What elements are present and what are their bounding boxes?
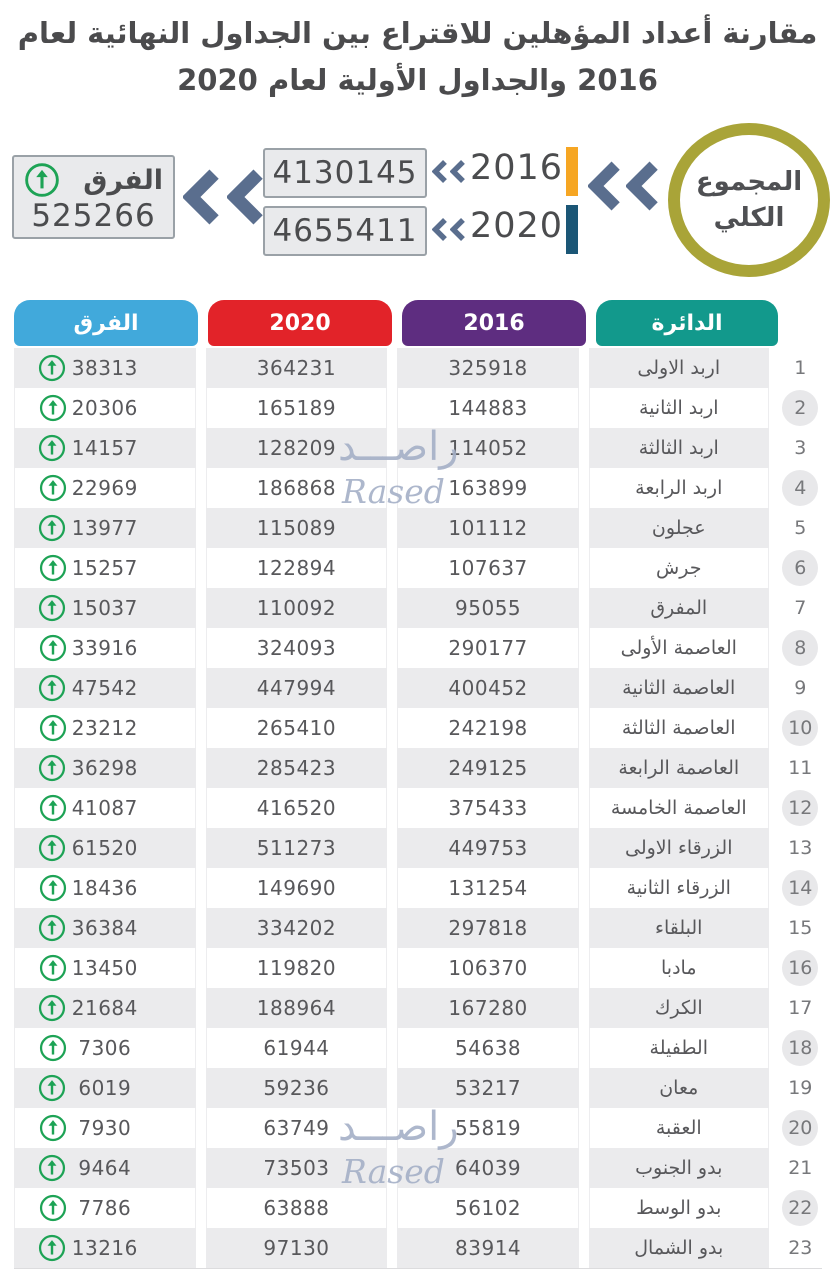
value-2016: 167280: [397, 988, 579, 1028]
table-row: [14, 1028, 822, 1068]
diff-cell: [14, 908, 196, 948]
diff-cell: [14, 1028, 196, 1068]
row-number: 17: [788, 997, 813, 1019]
table-header: [0, 300, 835, 346]
table-row: [14, 708, 822, 748]
district-name: العاصمة الخامسة: [589, 788, 769, 828]
value-2016: 83914: [397, 1228, 579, 1268]
diff-value: 23212: [71, 716, 138, 740]
page-title: [0, 10, 835, 104]
value-2020: 119820: [206, 948, 388, 988]
table-row: [14, 1068, 822, 1108]
table-row: [14, 1108, 822, 1148]
diff-value: 36384: [71, 916, 138, 940]
row-number: 20: [779, 1108, 822, 1148]
table-row: [14, 1228, 822, 1268]
chevron-left-icon: [183, 165, 263, 229]
diff-cell: [14, 748, 196, 788]
table-row: [14, 628, 822, 668]
diff-cell: [14, 1108, 196, 1148]
diff-value: 6019: [78, 1076, 132, 1100]
value-2016: 54638: [397, 1028, 579, 1068]
value-2016: 106370: [397, 948, 579, 988]
increase-arrow-icon: [39, 794, 67, 822]
difference-label: الفرق: [83, 164, 163, 196]
row-number: 3: [794, 437, 807, 459]
district-name: العاصمة الأولى: [589, 628, 769, 668]
value-2016: 95055: [397, 588, 579, 628]
value-2020: 122894: [206, 548, 388, 588]
increase-arrow-icon: [39, 634, 67, 662]
total-circle: [668, 123, 830, 277]
diff-value: 61520: [71, 836, 138, 860]
diff-cell: [14, 868, 196, 908]
row-number: 4: [779, 468, 822, 508]
row-number: 18: [779, 1028, 822, 1068]
increase-arrow-icon: [38, 754, 66, 782]
chevron-left-icon: [432, 159, 465, 184]
increase-arrow-icon: [38, 354, 66, 382]
table-row: [14, 788, 822, 828]
header-district: الدائرة: [596, 300, 778, 346]
value-2020: 165189: [206, 388, 388, 428]
diff-cell: [14, 668, 196, 708]
diff-value: 22969: [71, 476, 138, 500]
table-row: [14, 988, 822, 1028]
value-2020: 149690: [206, 868, 388, 908]
value-2016: 449753: [397, 828, 579, 868]
increase-arrow-icon: [38, 994, 66, 1022]
district-name: اربد الرابعة: [589, 468, 769, 508]
table-row: [14, 1148, 822, 1188]
year-2016-label: 2016: [470, 148, 564, 188]
table-row: [14, 348, 822, 388]
district-name: المفرق: [589, 588, 769, 628]
increase-arrow-icon: [38, 1074, 66, 1102]
increase-arrow-icon: [39, 1114, 67, 1142]
value-2016: 53217: [397, 1068, 579, 1108]
increase-arrow-icon: [39, 1034, 67, 1062]
diff-value: 7930: [78, 1116, 132, 1140]
table-row: [14, 388, 822, 428]
diff-cell: [14, 1068, 196, 1108]
district-name: اربد الثالثة: [589, 428, 769, 468]
row-number: 2: [779, 388, 822, 428]
value-2020: 416520: [206, 788, 388, 828]
diff-value: 13450: [71, 956, 138, 980]
value-2020: 59236: [206, 1068, 388, 1108]
diff-value: 20306: [71, 396, 138, 420]
value-2016: 131254: [397, 868, 579, 908]
row-number: 1: [794, 357, 807, 379]
row-number: 23: [788, 1237, 813, 1259]
value-2016: 325918: [397, 348, 579, 388]
title-line2: 2016 والجداول الأولية لعام 2020: [177, 63, 658, 97]
table-row: [14, 1188, 822, 1228]
district-name: مادبا: [589, 948, 769, 988]
watermark-latin: Rased: [342, 472, 445, 511]
district-name: العاصمة الثانية: [589, 668, 769, 708]
diff-cell: [14, 1148, 196, 1188]
header-2020: 2020: [208, 300, 392, 346]
total-difference-box: [12, 155, 175, 239]
bar-2016: [566, 147, 578, 196]
value-2020: 97130: [206, 1228, 388, 1268]
row-number: 12: [779, 788, 822, 828]
diff-value: 9464: [78, 1156, 132, 1180]
diff-value: 47542: [71, 676, 138, 700]
total-label: المجموع الكلي: [695, 167, 803, 233]
value-2016: 297818: [397, 908, 579, 948]
value-2020: 63749: [206, 1108, 388, 1148]
value-2020: 186868: [206, 468, 388, 508]
value-2016: 242198: [397, 708, 579, 748]
increase-arrow-icon: [24, 162, 60, 198]
diff-value: 33916: [71, 636, 138, 660]
value-2016: 101112: [397, 508, 579, 548]
row-number: 22: [779, 1188, 822, 1228]
value-2016: 249125: [397, 748, 579, 788]
value-2020: 188964: [206, 988, 388, 1028]
increase-arrow-icon: [38, 1154, 66, 1182]
increase-arrow-icon: [38, 674, 66, 702]
diff-cell: [14, 948, 196, 988]
watermark-arabic: راصـــد: [338, 424, 459, 470]
total-2020-value: 4655411: [263, 206, 427, 256]
value-2020: 364231: [206, 348, 388, 388]
district-name: الزرقاء الاولى: [589, 828, 769, 868]
table-row: [14, 868, 822, 908]
increase-arrow-icon: [39, 474, 67, 502]
row-number: 15: [788, 917, 813, 939]
diff-cell: [14, 988, 196, 1028]
row-number: 8: [779, 628, 822, 668]
district-name: البلقاء: [589, 908, 769, 948]
value-2020: 110092: [206, 588, 388, 628]
district-name: الطفيلة: [589, 1028, 769, 1068]
value-2016: 163899: [397, 468, 579, 508]
value-2020: 285423: [206, 748, 388, 788]
district-name: الزرقاء الثانية: [589, 868, 769, 908]
table-row: [14, 948, 822, 988]
diff-cell: [14, 428, 196, 468]
table-row: [14, 468, 822, 508]
diff-cell: [14, 708, 196, 748]
increase-arrow-icon: [38, 914, 66, 942]
title-line1: مقارنة أعداد المؤهلين للاقتراع بين الجداول النهائية لعام: [17, 16, 818, 50]
increase-arrow-icon: [39, 714, 67, 742]
value-2020: 61944: [206, 1028, 388, 1068]
value-2016: 107637: [397, 548, 579, 588]
diff-value: 21684: [71, 996, 138, 1020]
watermark-arabic: راصـــد: [338, 1104, 459, 1150]
increase-arrow-icon: [38, 434, 66, 462]
diff-cell: [14, 348, 196, 388]
row-number: 16: [779, 948, 822, 988]
district-name: اربد الاولى: [589, 348, 769, 388]
value-2020: 128209: [206, 428, 388, 468]
total-2016-value: 4130145: [263, 148, 427, 198]
value-2020: 63888: [206, 1188, 388, 1228]
diff-value: 7306: [78, 1036, 132, 1060]
watermark-latin: Rased: [342, 1152, 445, 1191]
row-number: 21: [788, 1157, 813, 1179]
diff-cell: [14, 628, 196, 668]
value-2020: 265410: [206, 708, 388, 748]
district-name: الكرك: [589, 988, 769, 1028]
district-name: عجلون: [589, 508, 769, 548]
table-row: [14, 508, 822, 548]
increase-arrow-icon: [39, 1194, 67, 1222]
row-number: 6: [779, 548, 822, 588]
summary-section: [0, 123, 835, 291]
value-2020: 334202: [206, 908, 388, 948]
header-difference: الفرق: [14, 300, 198, 346]
table-body: [14, 348, 822, 1269]
district-name: اربد الثانية: [589, 388, 769, 428]
value-2020: 115089: [206, 508, 388, 548]
value-2020: 447994: [206, 668, 388, 708]
district-name: العاصمة الرابعة: [589, 748, 769, 788]
row-number: 10: [779, 708, 822, 748]
value-2020: 73503: [206, 1148, 388, 1188]
row-number: 19: [788, 1077, 813, 1099]
row-number: 9: [794, 677, 807, 699]
district-name: بدو الشمال: [589, 1228, 769, 1268]
row-number: 13: [788, 837, 813, 859]
value-2016: 114052: [397, 428, 579, 468]
row-number: 14: [779, 868, 822, 908]
year-2020-label: 2020: [470, 206, 564, 246]
diff-cell: [14, 788, 196, 828]
value-2016: 55819: [397, 1108, 579, 1148]
diff-value: 7786: [78, 1196, 132, 1220]
table-row: [14, 748, 822, 788]
district-name: بدو الوسط: [589, 1188, 769, 1228]
header-2016: 2016: [402, 300, 586, 346]
row-number: 11: [788, 757, 813, 779]
row-number: 7: [794, 597, 807, 619]
value-2020: 511273: [206, 828, 388, 868]
increase-arrow-icon: [38, 1234, 66, 1262]
diff-cell: [14, 828, 196, 868]
value-2016: 290177: [397, 628, 579, 668]
table-row: [14, 828, 822, 868]
diff-value: 38313: [71, 356, 138, 380]
district-name: العاصمة الثالثة: [589, 708, 769, 748]
diff-cell: [14, 388, 196, 428]
row-number: 5: [794, 517, 807, 539]
chevron-left-icon: [588, 159, 658, 213]
district-name: معان: [589, 1068, 769, 1108]
value-2016: 375433: [397, 788, 579, 828]
table-row: [14, 428, 822, 468]
value-2016: 64039: [397, 1148, 579, 1188]
chevron-left-icon: [432, 217, 465, 242]
diff-cell: [14, 588, 196, 628]
table-row: [14, 588, 822, 628]
value-2020: 324093: [206, 628, 388, 668]
table-row: [14, 908, 822, 948]
diff-cell: [14, 1188, 196, 1228]
diff-value: 13216: [71, 1236, 138, 1260]
increase-arrow-icon: [39, 874, 67, 902]
increase-arrow-icon: [39, 554, 67, 582]
value-2016: 56102: [397, 1188, 579, 1228]
increase-arrow-icon: [39, 394, 67, 422]
district-name: العقبة: [589, 1108, 769, 1148]
increase-arrow-icon: [39, 954, 67, 982]
diff-value: 13977: [71, 516, 138, 540]
diff-value: 14157: [71, 436, 138, 460]
increase-arrow-icon: [38, 594, 66, 622]
district-name: جرش: [589, 548, 769, 588]
diff-value: 18436: [71, 876, 138, 900]
diff-cell: [14, 1228, 196, 1268]
district-name: بدو الجنوب: [589, 1148, 769, 1188]
difference-value: 525266: [31, 198, 156, 234]
diff-value: 15037: [71, 596, 138, 620]
value-2016: 400452: [397, 668, 579, 708]
increase-arrow-icon: [38, 514, 66, 542]
diff-value: 41087: [71, 796, 138, 820]
diff-cell: [14, 548, 196, 588]
increase-arrow-icon: [38, 834, 66, 862]
diff-value: 15257: [71, 556, 138, 580]
table-row: [14, 668, 822, 708]
diff-cell: [14, 508, 196, 548]
bar-2020: [566, 205, 578, 254]
table-row: [14, 548, 822, 588]
diff-value: 36298: [71, 756, 138, 780]
value-2016: 144883: [397, 388, 579, 428]
diff-cell: [14, 468, 196, 508]
